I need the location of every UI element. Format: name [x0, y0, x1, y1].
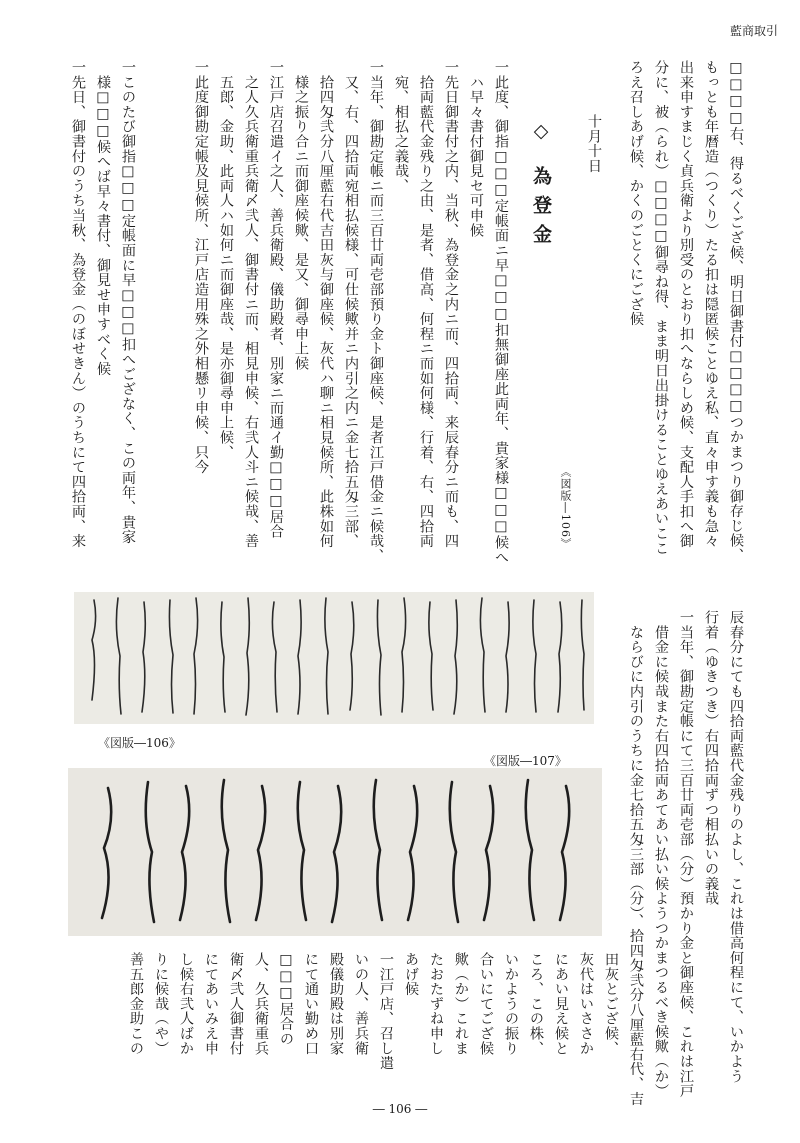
commentary-top-line: 出来申すまじく貞兵衛より別受のとおり扣へならしめ候、支配人手扣へ御 — [678, 60, 694, 549]
figure-caption-106: 《図版―106》 — [98, 736, 181, 750]
figure-reference-tag: 《図版―106》 — [559, 466, 572, 550]
commentary-left-line: 一先日、御書付のうち当秋、為登金（のぼせきん）のうちにて四拾両、来 — [70, 60, 86, 549]
commentary-short-line: 殿儀助殿は別家 — [328, 952, 344, 1056]
commentary-short-line: たおたずね申し — [428, 952, 444, 1056]
commentary-top-line: □□□□右、得るべくござ候、明日御書付□□□□つかまつり御存じ候、 — [728, 60, 744, 563]
date-line: 十月十日 — [586, 114, 602, 174]
original-text-line: 之人久兵衛重兵衛〆弐人、御書付ニ而、相見申候、右弐人斗ニ候哉、善 — [243, 60, 259, 549]
commentary-right-line: 辰春分にても四拾両藍代金残りのよし、これは借高何程にて、いかよう — [728, 610, 744, 1084]
commentary-short-line: □□□居合の — [278, 952, 294, 1047]
manuscript-106-image — [74, 592, 594, 724]
commentary-short-line: 衛〆弐人御書付 — [228, 952, 244, 1056]
commentary-short-line: いかようの振り — [503, 952, 519, 1056]
commentary-right-line: ならびに内引のうちに金七拾五匁三部（分）、拾四匁弐分八厘藍右代、吉 — [628, 610, 644, 1107]
section-mark: ◇ — [530, 120, 552, 152]
original-text-line: 様之振り合ニ而御座候歟、是又、御尋申上候 — [293, 60, 309, 371]
commentary-short-line: あげ候 — [403, 952, 419, 997]
original-text-line: 又、右、四拾両宛相払候様、可仕候歟并ニ内引之内ニ金七拾五匁三部、 — [343, 60, 359, 549]
commentary-right-line: 一当年、御勘定帳にて三百廿両壱部（分）預かり金と御座候、これは江戸 — [678, 610, 694, 1099]
commentary-left-line: 一このたび御指□□□定帳面に早□□□扣へござなく、この両年、貴家 — [120, 60, 136, 545]
section-title-text: 為登金 — [530, 166, 552, 253]
commentary-top-line: もっとも年暦造（つくり）たる扣は隠匿候ことゆえ私、直々申す義も急々 — [703, 60, 719, 549]
original-text-line: 一此度御勘定帳及見候所、江戸店造用殊之外相懸リ申候、只今 — [193, 60, 209, 475]
commentary-left-line: 様□□□候へば早々書付、御見せ申すべく候 — [95, 60, 111, 377]
original-text-line: 拾両藍代金残り之由、是者、借高、何程ニ而如何様、行着、右、四拾両 — [418, 60, 434, 549]
commentary-short-line: 歟（か）これま — [453, 952, 469, 1056]
original-text-line: 一当年、御勘定帳ニ而三百廿両壱部預り金ト御座候、是者江戸借金ニ候哉、 — [368, 60, 384, 564]
commentary-short-line: し候右弐人ばか — [178, 952, 194, 1056]
commentary-short-line: 善五郎金助この — [128, 952, 144, 1056]
commentary-short-line: 一江戸店、召し遣 — [378, 952, 394, 1071]
commentary-short-line: 田灰とござ候、 — [603, 952, 619, 1056]
original-text-line: 一江戸店召遣イ之人、善兵衛殿、儀助殿者、別家ニ而通イ勤□□□居合 — [268, 60, 284, 539]
commentary-short-line: 灰代はいささか — [578, 952, 594, 1056]
original-text-line: 拾四匁弐分八厘藍右代吉田灰与御座候、灰代ハ聊ニ相見候所、此株如何 — [318, 60, 334, 549]
original-text-line: 五郎、金助、此両人ハ如何ニ而御座哉、是亦御尋申上候、 — [218, 60, 234, 460]
manuscript-photo-106 — [74, 592, 594, 724]
section-title — [528, 120, 555, 253]
commentary-right-line: 借金に候哉また右四拾両あてあい払い候ようつかまつるべき候歟（か） — [653, 610, 669, 1099]
original-text-line: 宛、相払之義哉、 — [393, 60, 409, 194]
manuscript-photo-107 — [68, 768, 602, 936]
original-text-line: ハ早々書付御見セ可申候 — [468, 60, 484, 238]
commentary-short-line: 合いにてござ候 — [478, 952, 494, 1056]
commentary-short-line: にて通い勤め口 — [303, 952, 319, 1056]
commentary-short-line: にてあいみえ申 — [203, 952, 219, 1056]
commentary-short-line: いの人、善兵衛 — [353, 952, 369, 1056]
figure-caption-107: 《図版―107》 — [484, 754, 567, 768]
running-title: 藍商取引 — [729, 24, 778, 38]
page-number: ― 106 ― — [372, 1102, 428, 1116]
original-text-line: 一先日御書付之内、当秋、為登金之内ニ而、四拾両、来辰春分ニ而も、四 — [443, 60, 459, 549]
commentary-short-line: にあい見え候と — [553, 952, 569, 1056]
commentary-short-line: りに候哉（や） — [153, 952, 169, 1056]
original-text-line: 一此度、御指□□□定帳面ニ早□□□扣無御座此両年、貴家様□□□候へ — [493, 60, 509, 565]
commentary-right-line: 行着（ゆきつき）右四拾両ずつ相払いの義哉 — [703, 610, 719, 906]
manuscript-107-image — [68, 768, 602, 936]
commentary-short-line: ころ、この株、 — [528, 952, 544, 1056]
commentary-top-line: 分に、被（られ）□□□□御尋ね得、まま明日出掛けることゆえあいここ — [653, 60, 669, 556]
commentary-top-line: ろえ召しあげ候、かくのごとくにござ候 — [628, 60, 644, 327]
commentary-short-line: 人、久兵衛重兵 — [253, 952, 269, 1056]
